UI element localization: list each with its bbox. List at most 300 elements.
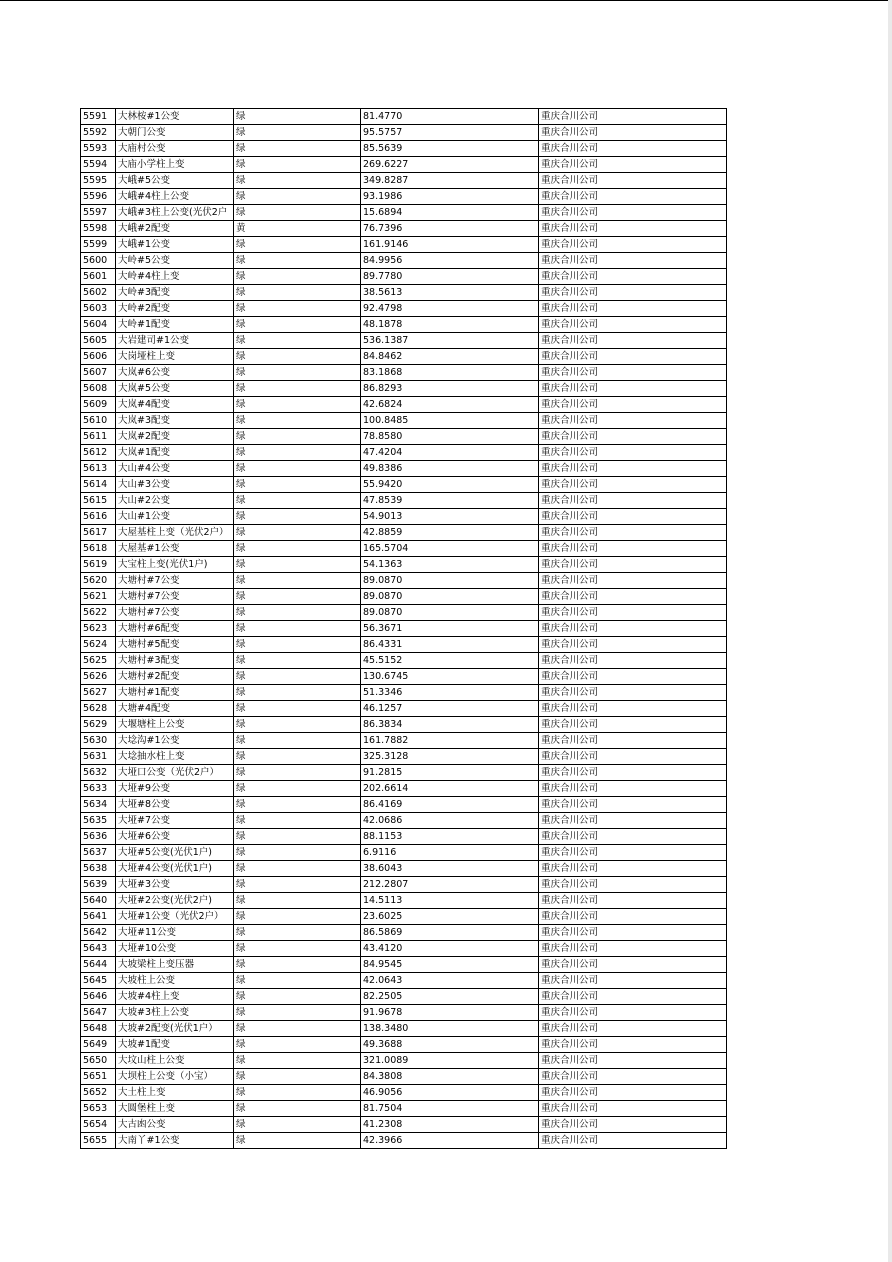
status-cell: 绿 [234, 973, 361, 989]
status-cell: 绿 [234, 509, 361, 525]
company-cell: 重庆合川公司 [539, 685, 727, 701]
value-cell: 93.1986 [361, 189, 539, 205]
value-cell: 82.2505 [361, 989, 539, 1005]
transformer-name-cell: 大岚#2配变 [116, 429, 234, 445]
row-id-cell: 5611 [81, 429, 116, 445]
transformer-name-cell: 大岗垭柱上变 [116, 349, 234, 365]
status-cell: 绿 [234, 269, 361, 285]
table-row [81, 637, 727, 653]
row-id-cell: 5647 [81, 1005, 116, 1021]
value-cell: 42.6824 [361, 397, 539, 413]
value-cell: 349.8287 [361, 173, 539, 189]
row-id-cell: 5648 [81, 1021, 116, 1037]
company-cell: 重庆合川公司 [539, 301, 727, 317]
row-id-cell: 5650 [81, 1053, 116, 1069]
transformer-name-cell: 大塘村#7公变 [116, 589, 234, 605]
status-cell: 绿 [234, 285, 361, 301]
transformer-name-cell: 大山#3公变 [116, 477, 234, 493]
company-cell: 重庆合川公司 [539, 973, 727, 989]
transformer-name-cell: 大坟山柱上公变 [116, 1053, 234, 1069]
table-row [81, 973, 727, 989]
row-id-cell: 5631 [81, 749, 116, 765]
company-cell: 重庆合川公司 [539, 989, 727, 1005]
row-id-cell: 5645 [81, 973, 116, 989]
value-cell: 84.9956 [361, 253, 539, 269]
transformer-name-cell: 大埝沟#1公变 [116, 733, 234, 749]
value-cell: 56.3671 [361, 621, 539, 637]
table-row [81, 541, 727, 557]
value-cell: 49.8386 [361, 461, 539, 477]
value-cell: 536.1387 [361, 333, 539, 349]
status-cell: 绿 [234, 397, 361, 413]
company-cell: 重庆合川公司 [539, 637, 727, 653]
table-row [81, 125, 727, 141]
status-cell: 绿 [234, 237, 361, 253]
status-cell: 绿 [234, 125, 361, 141]
row-id-cell: 5595 [81, 173, 116, 189]
value-cell: 86.8293 [361, 381, 539, 397]
status-cell: 绿 [234, 749, 361, 765]
company-cell: 重庆合川公司 [539, 845, 727, 861]
transformer-name-cell: 大塘村#7公变 [116, 605, 234, 621]
value-cell: 130.6745 [361, 669, 539, 685]
transformer-name-cell: 大峨#1公变 [116, 237, 234, 253]
status-cell: 黄 [234, 221, 361, 237]
value-cell: 23.6025 [361, 909, 539, 925]
row-id-cell: 5643 [81, 941, 116, 957]
transformer-name-cell: 大塘村#1配变 [116, 685, 234, 701]
transformer-name-cell: 大岚#5公变 [116, 381, 234, 397]
company-cell: 重庆合川公司 [539, 269, 727, 285]
company-cell: 重庆合川公司 [539, 221, 727, 237]
row-id-cell: 5624 [81, 637, 116, 653]
status-cell: 绿 [234, 317, 361, 333]
table-row [81, 1101, 727, 1117]
transformer-name-cell: 大垭#1公变（光伏2户） [116, 909, 234, 925]
row-id-cell: 5592 [81, 125, 116, 141]
company-cell: 重庆合川公司 [539, 1037, 727, 1053]
transformer-name-cell: 大山#1公变 [116, 509, 234, 525]
table-row [81, 669, 727, 685]
status-cell: 绿 [234, 733, 361, 749]
value-cell: 212.2807 [361, 877, 539, 893]
transformer-name-cell: 大岭#3配变 [116, 285, 234, 301]
transformer-name-cell: 大岚#4配变 [116, 397, 234, 413]
row-id-cell: 5626 [81, 669, 116, 685]
company-cell: 重庆合川公司 [539, 1117, 727, 1133]
transformer-name-cell: 大垭口公变（光伏2户） [116, 765, 234, 781]
table-row [81, 269, 727, 285]
table-row [81, 845, 727, 861]
status-cell: 绿 [234, 1053, 361, 1069]
table-row [81, 349, 727, 365]
transformer-name-cell: 大塘村#7公变 [116, 573, 234, 589]
value-cell: 83.1868 [361, 365, 539, 381]
table-row [81, 941, 727, 957]
company-cell: 重庆合川公司 [539, 429, 727, 445]
row-id-cell: 5594 [81, 157, 116, 173]
status-cell: 绿 [234, 477, 361, 493]
table-row [81, 1053, 727, 1069]
value-cell: 91.9678 [361, 1005, 539, 1021]
company-cell: 重庆合川公司 [539, 381, 727, 397]
status-cell: 绿 [234, 205, 361, 221]
company-cell: 重庆合川公司 [539, 317, 727, 333]
row-id-cell: 5637 [81, 845, 116, 861]
status-cell: 绿 [234, 1133, 361, 1149]
table-row [81, 701, 727, 717]
row-id-cell: 5621 [81, 589, 116, 605]
row-id-cell: 5602 [81, 285, 116, 301]
status-cell: 绿 [234, 685, 361, 701]
status-cell: 绿 [234, 957, 361, 973]
value-cell: 42.8859 [361, 525, 539, 541]
value-cell: 92.4798 [361, 301, 539, 317]
table-row [81, 109, 727, 125]
row-id-cell: 5636 [81, 829, 116, 845]
value-cell: 89.7780 [361, 269, 539, 285]
value-cell: 42.0643 [361, 973, 539, 989]
table-row [81, 1085, 727, 1101]
company-cell: 重庆合川公司 [539, 893, 727, 909]
table-row [81, 1133, 727, 1149]
status-cell: 绿 [234, 301, 361, 317]
transformer-name-cell: 大圆堡柱上变 [116, 1101, 234, 1117]
row-id-cell: 5633 [81, 781, 116, 797]
transformer-name-cell: 大塘村#6配变 [116, 621, 234, 637]
value-cell: 86.3834 [361, 717, 539, 733]
table-row [81, 461, 727, 477]
value-cell: 55.9420 [361, 477, 539, 493]
status-cell: 绿 [234, 717, 361, 733]
transformer-name-cell: 大垭#10公变 [116, 941, 234, 957]
company-cell: 重庆合川公司 [539, 573, 727, 589]
top-border-line [0, 0, 888, 1]
company-cell: 重庆合川公司 [539, 557, 727, 573]
transformer-name-cell: 大峨#5公变 [116, 173, 234, 189]
value-cell: 85.5639 [361, 141, 539, 157]
row-id-cell: 5603 [81, 301, 116, 317]
value-cell: 42.3966 [361, 1133, 539, 1149]
value-cell: 38.5613 [361, 285, 539, 301]
company-cell: 重庆合川公司 [539, 365, 727, 381]
row-id-cell: 5629 [81, 717, 116, 733]
value-cell: 6.9116 [361, 845, 539, 861]
table-row [81, 445, 727, 461]
status-cell: 绿 [234, 845, 361, 861]
status-cell: 绿 [234, 669, 361, 685]
transformer-name-cell: 大塘村#5配变 [116, 637, 234, 653]
row-id-cell: 5620 [81, 573, 116, 589]
status-cell: 绿 [234, 829, 361, 845]
status-cell: 绿 [234, 797, 361, 813]
transformer-name-cell: 大庙小学柱上变 [116, 157, 234, 173]
row-id-cell: 5596 [81, 189, 116, 205]
transformer-name-cell: 大岭#2配变 [116, 301, 234, 317]
value-cell: 161.9146 [361, 237, 539, 253]
status-cell: 绿 [234, 893, 361, 909]
value-cell: 43.4120 [361, 941, 539, 957]
value-cell: 89.0870 [361, 605, 539, 621]
transformer-name-cell: 大峨#3柱上公变(光伏2户 [116, 205, 234, 221]
transformer-name-cell: 大山#4公变 [116, 461, 234, 477]
transformer-name-cell: 大岭#1配变 [116, 317, 234, 333]
row-id-cell: 5599 [81, 237, 116, 253]
table-row [81, 573, 727, 589]
company-cell: 重庆合川公司 [539, 925, 727, 941]
transformer-name-cell: 大峨#4柱上公变 [116, 189, 234, 205]
company-cell: 重庆合川公司 [539, 1053, 727, 1069]
company-cell: 重庆合川公司 [539, 1101, 727, 1117]
status-cell: 绿 [234, 877, 361, 893]
transformer-name-cell: 大宝柱上变(光伏1户) [116, 557, 234, 573]
transformer-name-cell: 大垭#6公变 [116, 829, 234, 845]
status-cell: 绿 [234, 429, 361, 445]
company-cell: 重庆合川公司 [539, 461, 727, 477]
status-cell: 绿 [234, 573, 361, 589]
company-cell: 重庆合川公司 [539, 781, 727, 797]
company-cell: 重庆合川公司 [539, 189, 727, 205]
company-cell: 重庆合川公司 [539, 285, 727, 301]
table-row [81, 157, 727, 173]
row-id-cell: 5591 [81, 109, 116, 125]
company-cell: 重庆合川公司 [539, 1005, 727, 1021]
row-id-cell: 5607 [81, 365, 116, 381]
status-cell: 绿 [234, 1069, 361, 1085]
transformer-name-cell: 大垭#3公变 [116, 877, 234, 893]
value-cell: 41.2308 [361, 1117, 539, 1133]
status-cell: 绿 [234, 189, 361, 205]
table-row [81, 173, 727, 189]
company-cell: 重庆合川公司 [539, 477, 727, 493]
company-cell: 重庆合川公司 [539, 445, 727, 461]
transformer-name-cell: 大朝门公变 [116, 125, 234, 141]
company-cell: 重庆合川公司 [539, 733, 727, 749]
value-cell: 165.5704 [361, 541, 539, 557]
company-cell: 重庆合川公司 [539, 157, 727, 173]
status-cell: 绿 [234, 381, 361, 397]
company-cell: 重庆合川公司 [539, 589, 727, 605]
value-cell: 46.1257 [361, 701, 539, 717]
value-cell: 54.9013 [361, 509, 539, 525]
company-cell: 重庆合川公司 [539, 605, 727, 621]
row-id-cell: 5619 [81, 557, 116, 573]
transformer-name-cell: 大垭#9公变 [116, 781, 234, 797]
transformer-name-cell: 大岭#4柱上变 [116, 269, 234, 285]
transformer-name-cell: 大塘村#3配变 [116, 653, 234, 669]
table-row [81, 717, 727, 733]
company-cell: 重庆合川公司 [539, 109, 727, 125]
table-row [81, 1037, 727, 1053]
table-row [81, 1069, 727, 1085]
transformer-name-cell: 大古凼公变 [116, 1117, 234, 1133]
transformer-name-cell: 大坡#4柱上变 [116, 989, 234, 1005]
status-cell: 绿 [234, 621, 361, 637]
table-row [81, 301, 727, 317]
row-id-cell: 5642 [81, 925, 116, 941]
value-cell: 86.4169 [361, 797, 539, 813]
status-cell: 绿 [234, 173, 361, 189]
status-cell: 绿 [234, 701, 361, 717]
value-cell: 47.4204 [361, 445, 539, 461]
company-cell: 重庆合川公司 [539, 205, 727, 221]
status-cell: 绿 [234, 493, 361, 509]
company-cell: 重庆合川公司 [539, 653, 727, 669]
company-cell: 重庆合川公司 [539, 669, 727, 685]
status-cell: 绿 [234, 941, 361, 957]
table-row [81, 333, 727, 349]
company-cell: 重庆合川公司 [539, 765, 727, 781]
row-id-cell: 5618 [81, 541, 116, 557]
table-row [81, 285, 727, 301]
table-row [81, 765, 727, 781]
row-id-cell: 5622 [81, 605, 116, 621]
company-cell: 重庆合川公司 [539, 941, 727, 957]
value-cell: 54.1363 [361, 557, 539, 573]
table-row [81, 589, 727, 605]
table-row [81, 253, 727, 269]
value-cell: 42.0686 [361, 813, 539, 829]
company-cell: 重庆合川公司 [539, 509, 727, 525]
row-id-cell: 5644 [81, 957, 116, 973]
row-id-cell: 5616 [81, 509, 116, 525]
transformer-name-cell: 大岭#5公变 [116, 253, 234, 269]
status-cell: 绿 [234, 365, 361, 381]
table-row [81, 493, 727, 509]
row-id-cell: 5652 [81, 1085, 116, 1101]
row-id-cell: 5604 [81, 317, 116, 333]
transformer-name-cell: 大山#2公变 [116, 493, 234, 509]
table-row [81, 141, 727, 157]
row-id-cell: 5655 [81, 1133, 116, 1149]
transformer-name-cell: 大堰塘柱上公变 [116, 717, 234, 733]
row-id-cell: 5628 [81, 701, 116, 717]
row-id-cell: 5617 [81, 525, 116, 541]
transformer-name-cell: 大坡#3柱上公变 [116, 1005, 234, 1021]
value-cell: 48.1878 [361, 317, 539, 333]
status-cell: 绿 [234, 637, 361, 653]
company-cell: 重庆合川公司 [539, 237, 727, 253]
row-id-cell: 5600 [81, 253, 116, 269]
table-row [81, 685, 727, 701]
status-cell: 绿 [234, 1037, 361, 1053]
table-row [81, 989, 727, 1005]
row-id-cell: 5598 [81, 221, 116, 237]
table-row [81, 429, 727, 445]
status-cell: 绿 [234, 349, 361, 365]
company-cell: 重庆合川公司 [539, 749, 727, 765]
status-cell: 绿 [234, 989, 361, 1005]
value-cell: 100.8485 [361, 413, 539, 429]
table-row [81, 365, 727, 381]
status-cell: 绿 [234, 109, 361, 125]
value-cell: 81.7504 [361, 1101, 539, 1117]
transformer-name-cell: 大塘村#2配变 [116, 669, 234, 685]
value-cell: 49.3688 [361, 1037, 539, 1053]
company-cell: 重庆合川公司 [539, 141, 727, 157]
transformer-name-cell: 大屋基柱上变（光伏2户） [116, 525, 234, 541]
value-cell: 95.5757 [361, 125, 539, 141]
table-row [81, 557, 727, 573]
page-edge [888, 0, 892, 1262]
value-cell: 14.5113 [361, 893, 539, 909]
table-row [81, 797, 727, 813]
transformer-name-cell: 大垭#7公变 [116, 813, 234, 829]
transformer-name-cell: 大塘#4配变 [116, 701, 234, 717]
transformer-name-cell: 大岚#3配变 [116, 413, 234, 429]
status-cell: 绿 [234, 1101, 361, 1117]
table-row [81, 1021, 727, 1037]
company-cell: 重庆合川公司 [539, 909, 727, 925]
row-id-cell: 5646 [81, 989, 116, 1005]
status-cell: 绿 [234, 765, 361, 781]
transformer-name-cell: 大垭#5公变(光伏1户) [116, 845, 234, 861]
company-cell: 重庆合川公司 [539, 1021, 727, 1037]
value-cell: 76.7396 [361, 221, 539, 237]
company-cell: 重庆合川公司 [539, 253, 727, 269]
table-row [81, 781, 727, 797]
value-cell: 86.4331 [361, 637, 539, 653]
table-row [81, 877, 727, 893]
value-cell: 161.7882 [361, 733, 539, 749]
status-cell: 绿 [234, 445, 361, 461]
row-id-cell: 5635 [81, 813, 116, 829]
table-row [81, 893, 727, 909]
table-row [81, 189, 727, 205]
table-row [81, 733, 727, 749]
row-id-cell: 5606 [81, 349, 116, 365]
transformer-name-cell: 大坝柱上公变（小宝） [116, 1069, 234, 1085]
row-id-cell: 5632 [81, 765, 116, 781]
row-id-cell: 5593 [81, 141, 116, 157]
value-cell: 89.0870 [361, 589, 539, 605]
row-id-cell: 5653 [81, 1101, 116, 1117]
status-cell: 绿 [234, 157, 361, 173]
transformer-name-cell: 大岩建司#1公变 [116, 333, 234, 349]
table-row [81, 1117, 727, 1133]
status-cell: 绿 [234, 909, 361, 925]
table-row [81, 861, 727, 877]
table-body [81, 109, 727, 1149]
table-row [81, 509, 727, 525]
table-row [81, 237, 727, 253]
transformer-name-cell: 大坡#2配变(光伏1户） [116, 1021, 234, 1037]
transformer-name-cell: 大埝抽水柱上变 [116, 749, 234, 765]
status-cell: 绿 [234, 541, 361, 557]
table-row [81, 477, 727, 493]
row-id-cell: 5613 [81, 461, 116, 477]
row-id-cell: 5634 [81, 797, 116, 813]
value-cell: 81.4770 [361, 109, 539, 125]
table-row [81, 829, 727, 845]
transformer-name-cell: 大坡柱上公变 [116, 973, 234, 989]
company-cell: 重庆合川公司 [539, 1133, 727, 1149]
status-cell: 绿 [234, 1021, 361, 1037]
company-cell: 重庆合川公司 [539, 493, 727, 509]
status-cell: 绿 [234, 413, 361, 429]
row-id-cell: 5641 [81, 909, 116, 925]
row-id-cell: 5640 [81, 893, 116, 909]
company-cell: 重庆合川公司 [539, 717, 727, 733]
value-cell: 202.6614 [361, 781, 539, 797]
row-id-cell: 5615 [81, 493, 116, 509]
transformer-name-cell: 大垭#2公变(光伏2户) [116, 893, 234, 909]
status-cell: 绿 [234, 333, 361, 349]
table-row [81, 813, 727, 829]
status-cell: 绿 [234, 253, 361, 269]
table-row [81, 205, 727, 221]
transformer-name-cell: 大土柱上变 [116, 1085, 234, 1101]
